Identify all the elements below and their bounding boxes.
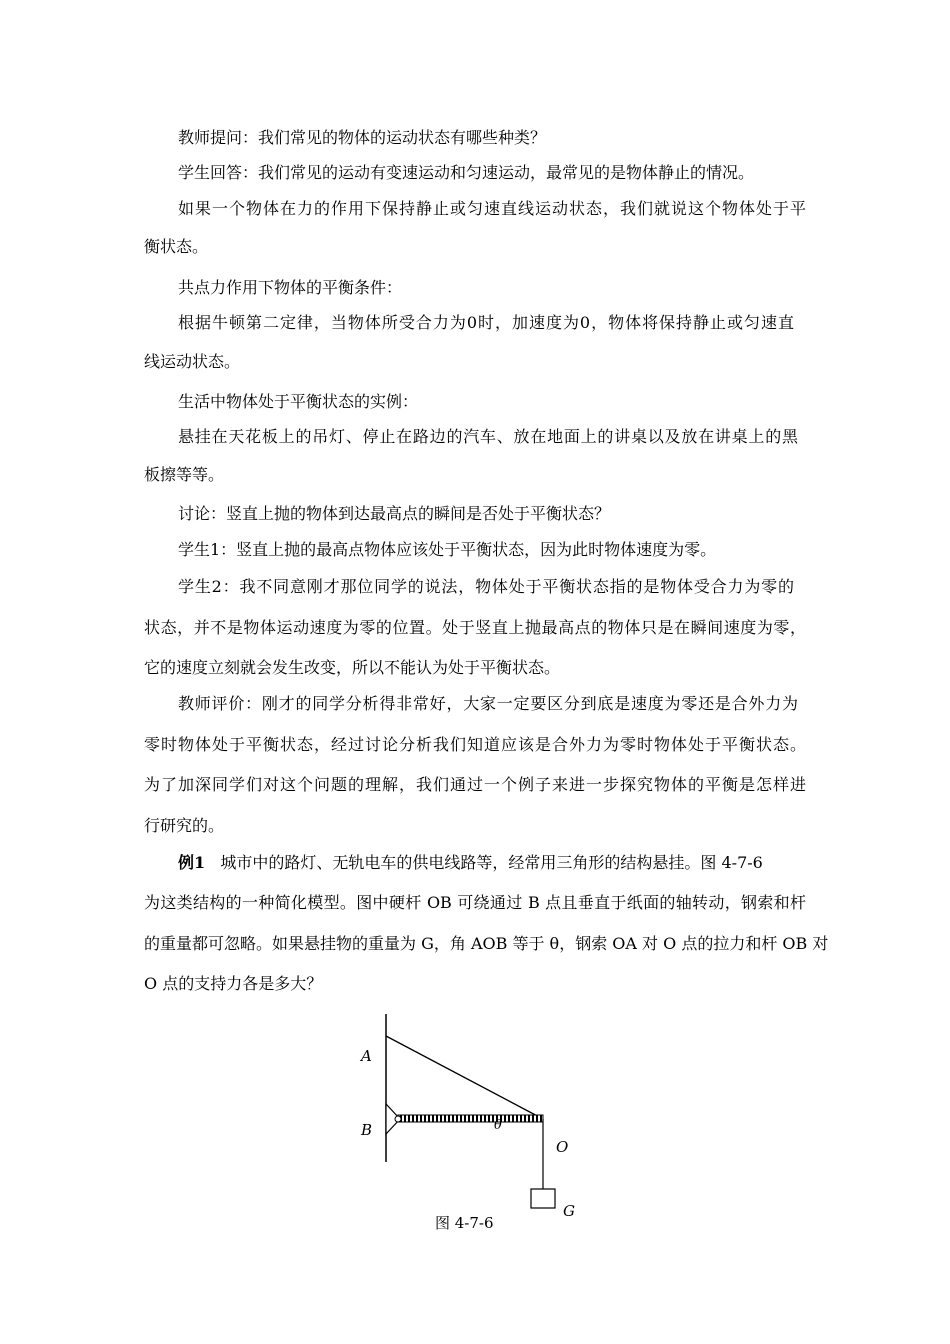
example-line3: 的重量都可忽略。如果悬挂物的重量为 G，角 AOB 等于 θ，钢索 OA 对 O 点的拉力和杆 OB 对 (144, 934, 829, 953)
paragraph-examples-line1: 悬挂在天花板上的吊灯、停止在路边的汽车、放在地面上的讲桌以及放在讲桌上的黑 (178, 427, 798, 446)
paragraph-student1: 学生1：竖直上抛的最高点物体应该处于平衡状态，因为此时物体速度为零。 (178, 540, 717, 559)
label-O: O (556, 1138, 569, 1156)
example-label: 例1 (178, 853, 206, 872)
paragraph-student2-line3: 它的速度立刻就会发生改变，所以不能认为处于平衡状态。 (144, 658, 561, 677)
hinge-pivot (395, 1116, 401, 1122)
paragraph-discussion: 讨论：竖直上抛的物体到达最高点的瞬间是否处于平衡状态？ (178, 504, 611, 523)
paragraph-teacher-eval-line3: 为了加深同学们对这个问题的理解，我们通过一个例子来进一步探究物体的平衡是怎样进 (144, 775, 806, 794)
label-G: G (563, 1202, 575, 1220)
paragraph-newton-line2: 线运动状态。 (144, 352, 241, 371)
figure-caption: 图 4-7-6 (435, 1214, 494, 1232)
label-theta: θ (494, 1118, 502, 1133)
paragraph-teacher-question: 教师提问：我们常见的物体的运动状态有哪些种类？ (178, 128, 547, 147)
label-A: A (361, 1047, 372, 1065)
paragraph-newton-line1: 根据牛顿第二定律，当物体所受合力为0时，加速度为0，物体将保持静止或匀速直 (178, 313, 794, 332)
paragraph-definition-line1: 如果一个物体在力的作用下保持静止或匀速直线运动状态，我们就说这个物体处于平 (178, 199, 806, 218)
paragraph-student-answer: 学生回答：我们常见的运动有变速运动和匀速运动，最常见的是物体静止的情况。 (178, 163, 755, 182)
example-line2: 为这类结构的一种简化模型。图中硬杆 OB 可绕通过 B 点且垂直于纸面的轴转动，钢索和杆 (144, 893, 806, 912)
paragraph-teacher-eval-line4: 行研究的。 (144, 816, 225, 835)
paragraph-student2-line2: 状态，并不是物体运动速度为零的位置。处于竖直上抛最高点的物体只是在瞬间速度为零， (144, 618, 806, 637)
weight-block (531, 1189, 555, 1208)
example-line4: O 点的支持力各是多大？ (144, 974, 323, 993)
paragraph-examples-heading: 生活中物体处于平衡状态的实例： (178, 392, 419, 411)
rod-OB (398, 1115, 543, 1122)
cable-OA (386, 1036, 543, 1119)
paragraph-teacher-eval-line2: 零时物体处于平衡状态，经过讨论分析我们知道应该是合外力为零时物体处于平衡状态。 (144, 735, 806, 754)
paragraph-condition-heading: 共点力作用下物体的平衡条件： (178, 278, 403, 297)
paragraph-student2-line1: 学生2：我不同意刚才那位同学的说法，物体处于平衡状态指的是物体受合力为零的 (178, 577, 794, 596)
example-text-1: 城市中的路灯、无轨电车的供电线路等，经常用三角形的结构悬挂。图 4-7-6 (220, 853, 763, 872)
paragraph-definition-line2: 衡状态。 (144, 237, 209, 256)
paragraph-teacher-eval-line1: 教师评价：刚才的同学分析得非常好，大家一定要区分到底是速度为零还是合外力为 (178, 694, 798, 713)
paragraph-examples-line2: 板擦等等。 (144, 465, 225, 484)
label-B: B (361, 1121, 373, 1139)
